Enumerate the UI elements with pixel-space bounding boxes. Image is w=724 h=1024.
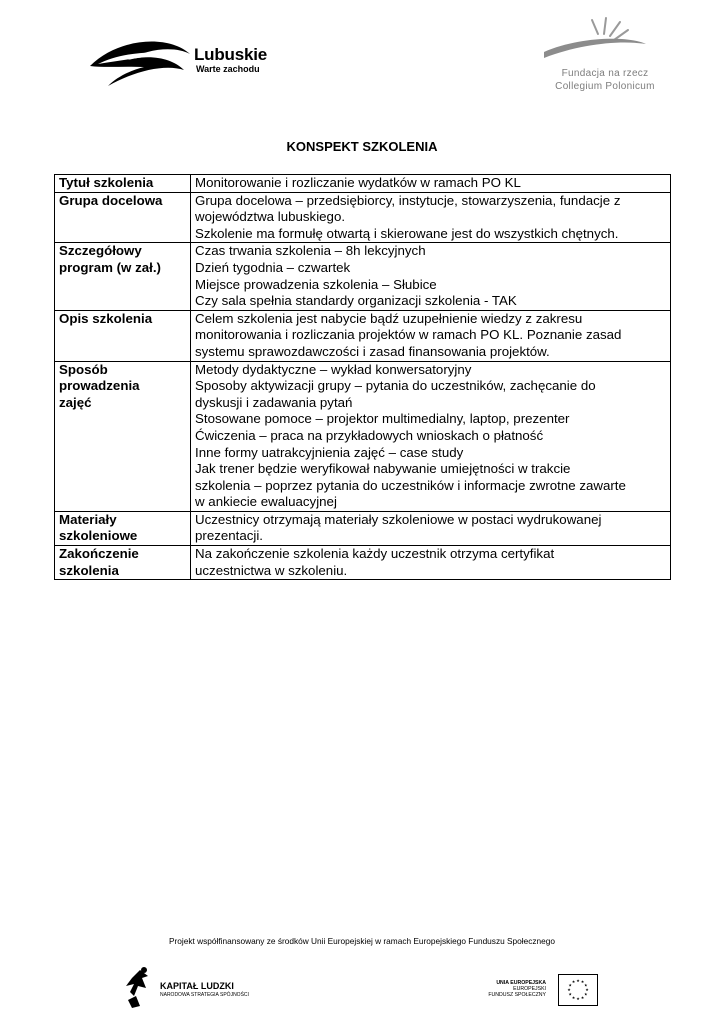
row-content-line: systemu sprawozdawczości i zasad finansowania projektów.	[195, 343, 550, 359]
row-label	[55, 546, 191, 580]
row-content-line: Inne formy uatrakcyjnienia zajęć – case study	[195, 444, 464, 460]
eu-logo	[470, 974, 600, 1008]
table-row	[55, 175, 671, 193]
row-content	[191, 310, 671, 361]
svg-text:★: ★	[568, 982, 572, 988]
row-content-line: Na zakończenie szkolenia każdy uczestnik otrzyma certyfikat	[195, 546, 555, 562]
row-content-line: Czas trwania szkolenia – 8h lekcyjnych	[195, 243, 426, 259]
document-title: KONSPEKT SZKOLENIA	[286, 139, 438, 154]
svg-text:★: ★	[580, 995, 585, 1000]
row-content-line: monitorowania i rozliczania projektów w ramach PO KL. Poznanie zasad	[195, 327, 622, 343]
svg-text:★: ★	[576, 978, 580, 983]
kapital-ludzki-figure-icon	[122, 966, 158, 1010]
row-content-line: Szkolenie ma formułę otwartą i skierowane jest do wszystkich chętnych.	[195, 225, 619, 241]
row-content	[191, 243, 671, 310]
svg-text:★: ★	[567, 987, 571, 993]
kapital-ludzki-subtitle: NARODOWA STRATEGIA SPÓJNOŚCI	[160, 992, 249, 998]
row-label	[55, 361, 191, 511]
row-content-line: Sposoby aktywizacji grupy – pytania do uczestników, zachęcanie do	[195, 378, 596, 394]
row-content-line: Dzień tygodnia – czwartek	[195, 259, 351, 275]
row-content-line: Stosowane pomoce – projektor multimedialny, laptop, prezenter	[195, 411, 570, 427]
row-content	[191, 192, 671, 243]
table-row	[55, 192, 671, 243]
fundacja-line1: Fundacja na rzecz	[561, 68, 649, 79]
table-row	[55, 310, 671, 361]
row-content-line: prezentacji.	[195, 528, 263, 544]
row-content-line: Miejsce prowadzenia szkolenia – Słubice	[195, 276, 437, 292]
row-content-line: uczestnictwa w szkoleniu.	[195, 562, 348, 578]
row-label-line: szkolenia	[59, 562, 119, 578]
eu-flag-icon	[558, 974, 598, 1006]
row-label-line: Sposób	[59, 361, 108, 377]
row-content-line: Uczestnicy otrzymają materiały szkoleniowe w postaci wydrukowanej	[195, 511, 602, 527]
eu-stars-icon	[559, 975, 597, 1005]
svg-text:★: ★	[576, 996, 580, 1002]
row-label	[55, 243, 191, 310]
table-row	[55, 511, 671, 545]
row-label-line: Tytuł szkolenia	[59, 175, 154, 190]
lubuskie-tagline: Warte zachodu	[196, 64, 260, 74]
fundacja-line2: Collegium Polonicum	[555, 81, 655, 92]
row-label-line: Zakończenie	[59, 546, 139, 562]
kapital-ludzki-logo	[122, 966, 272, 1010]
kapital-ludzki-name: KAPITAŁ LUDZKI	[160, 981, 234, 991]
row-content	[191, 511, 671, 545]
lubuskie-logo	[88, 36, 288, 92]
eu-line2: EUROPEJSKI	[513, 986, 546, 993]
row-content-line: Metody dydaktyczne – wykład konwersatoryjny	[195, 361, 472, 377]
row-label	[55, 175, 191, 193]
svg-text:★: ★	[571, 979, 576, 985]
row-label-line: Materiały	[59, 511, 117, 527]
row-content-line: Monitorowanie i rozliczanie wydatków w ramach PO KL	[195, 175, 521, 190]
row-content	[191, 175, 671, 193]
row-label-line: szkoleniowe	[59, 528, 138, 544]
konspekt-table-body	[55, 175, 671, 580]
svg-text:★: ★	[568, 991, 572, 997]
row-label	[55, 192, 191, 243]
svg-text:★: ★	[584, 991, 588, 997]
row-content-line: Grupa docelowa – przedsiębiorcy, instytucje, stowarzyszenia, fundacje z	[195, 192, 621, 208]
row-content	[191, 546, 671, 580]
row-content-line: Jak trener będzie weryfikował nabywanie umiejętności w trakcie	[195, 461, 571, 477]
table-row	[55, 546, 671, 580]
row-content-line: w ankiecie ewaluacyjnej	[195, 494, 337, 510]
table-row	[55, 243, 671, 310]
row-label-line: program (w zał.)	[59, 259, 161, 275]
row-label-line: Szczegółowy	[59, 243, 142, 259]
konspekt-table	[54, 174, 671, 580]
row-content-line: województwa lubuskiego.	[195, 209, 346, 225]
row-content-line: dyskusji i zadawania pytań	[195, 394, 353, 410]
fundacja-logo	[540, 14, 670, 98]
row-label-line: Opis szkolenia	[59, 310, 153, 326]
lubuskie-name: Lubuskie	[194, 45, 268, 64]
row-content-line: Celem szkolenia jest nabycie bądź uzupełnienie wiedzy z zakresu	[195, 310, 583, 326]
lubuskie-swoosh-icon	[88, 36, 192, 92]
svg-text:★: ★	[580, 979, 585, 985]
row-label	[55, 511, 191, 545]
row-label-line: Grupa docelowa	[59, 192, 163, 208]
row-label	[55, 310, 191, 361]
fundacja-sun-icon	[540, 14, 670, 66]
row-label-line: prowadzenia	[59, 378, 140, 394]
eu-text	[488, 980, 546, 999]
eu-line1: UNIA EUROPEJSKA	[496, 980, 546, 986]
svg-text:★: ★	[585, 987, 589, 993]
row-content	[191, 361, 671, 511]
row-content-line: szkolenia – poprzez pytania do uczestników i informacje zwrotne zawarte	[195, 477, 626, 493]
row-content-line: Ćwiczenia – praca na przykładowych wnioskach o płatność	[195, 427, 544, 443]
eu-line3: FUNDUSZ SPOŁECZNY	[488, 992, 546, 999]
row-content-line: Czy sala spełnia standardy organizacji szkolenia - TAK	[195, 293, 517, 309]
table-row	[55, 361, 671, 511]
footer-note: Projekt współfinansowany ze środków Unii Europejskiej w ramach Europejskiego Funduszu Społecznego	[168, 936, 555, 946]
row-label-line: zajęć	[59, 394, 92, 410]
svg-text:★: ★	[571, 995, 576, 1000]
svg-text:★: ★	[584, 982, 588, 988]
